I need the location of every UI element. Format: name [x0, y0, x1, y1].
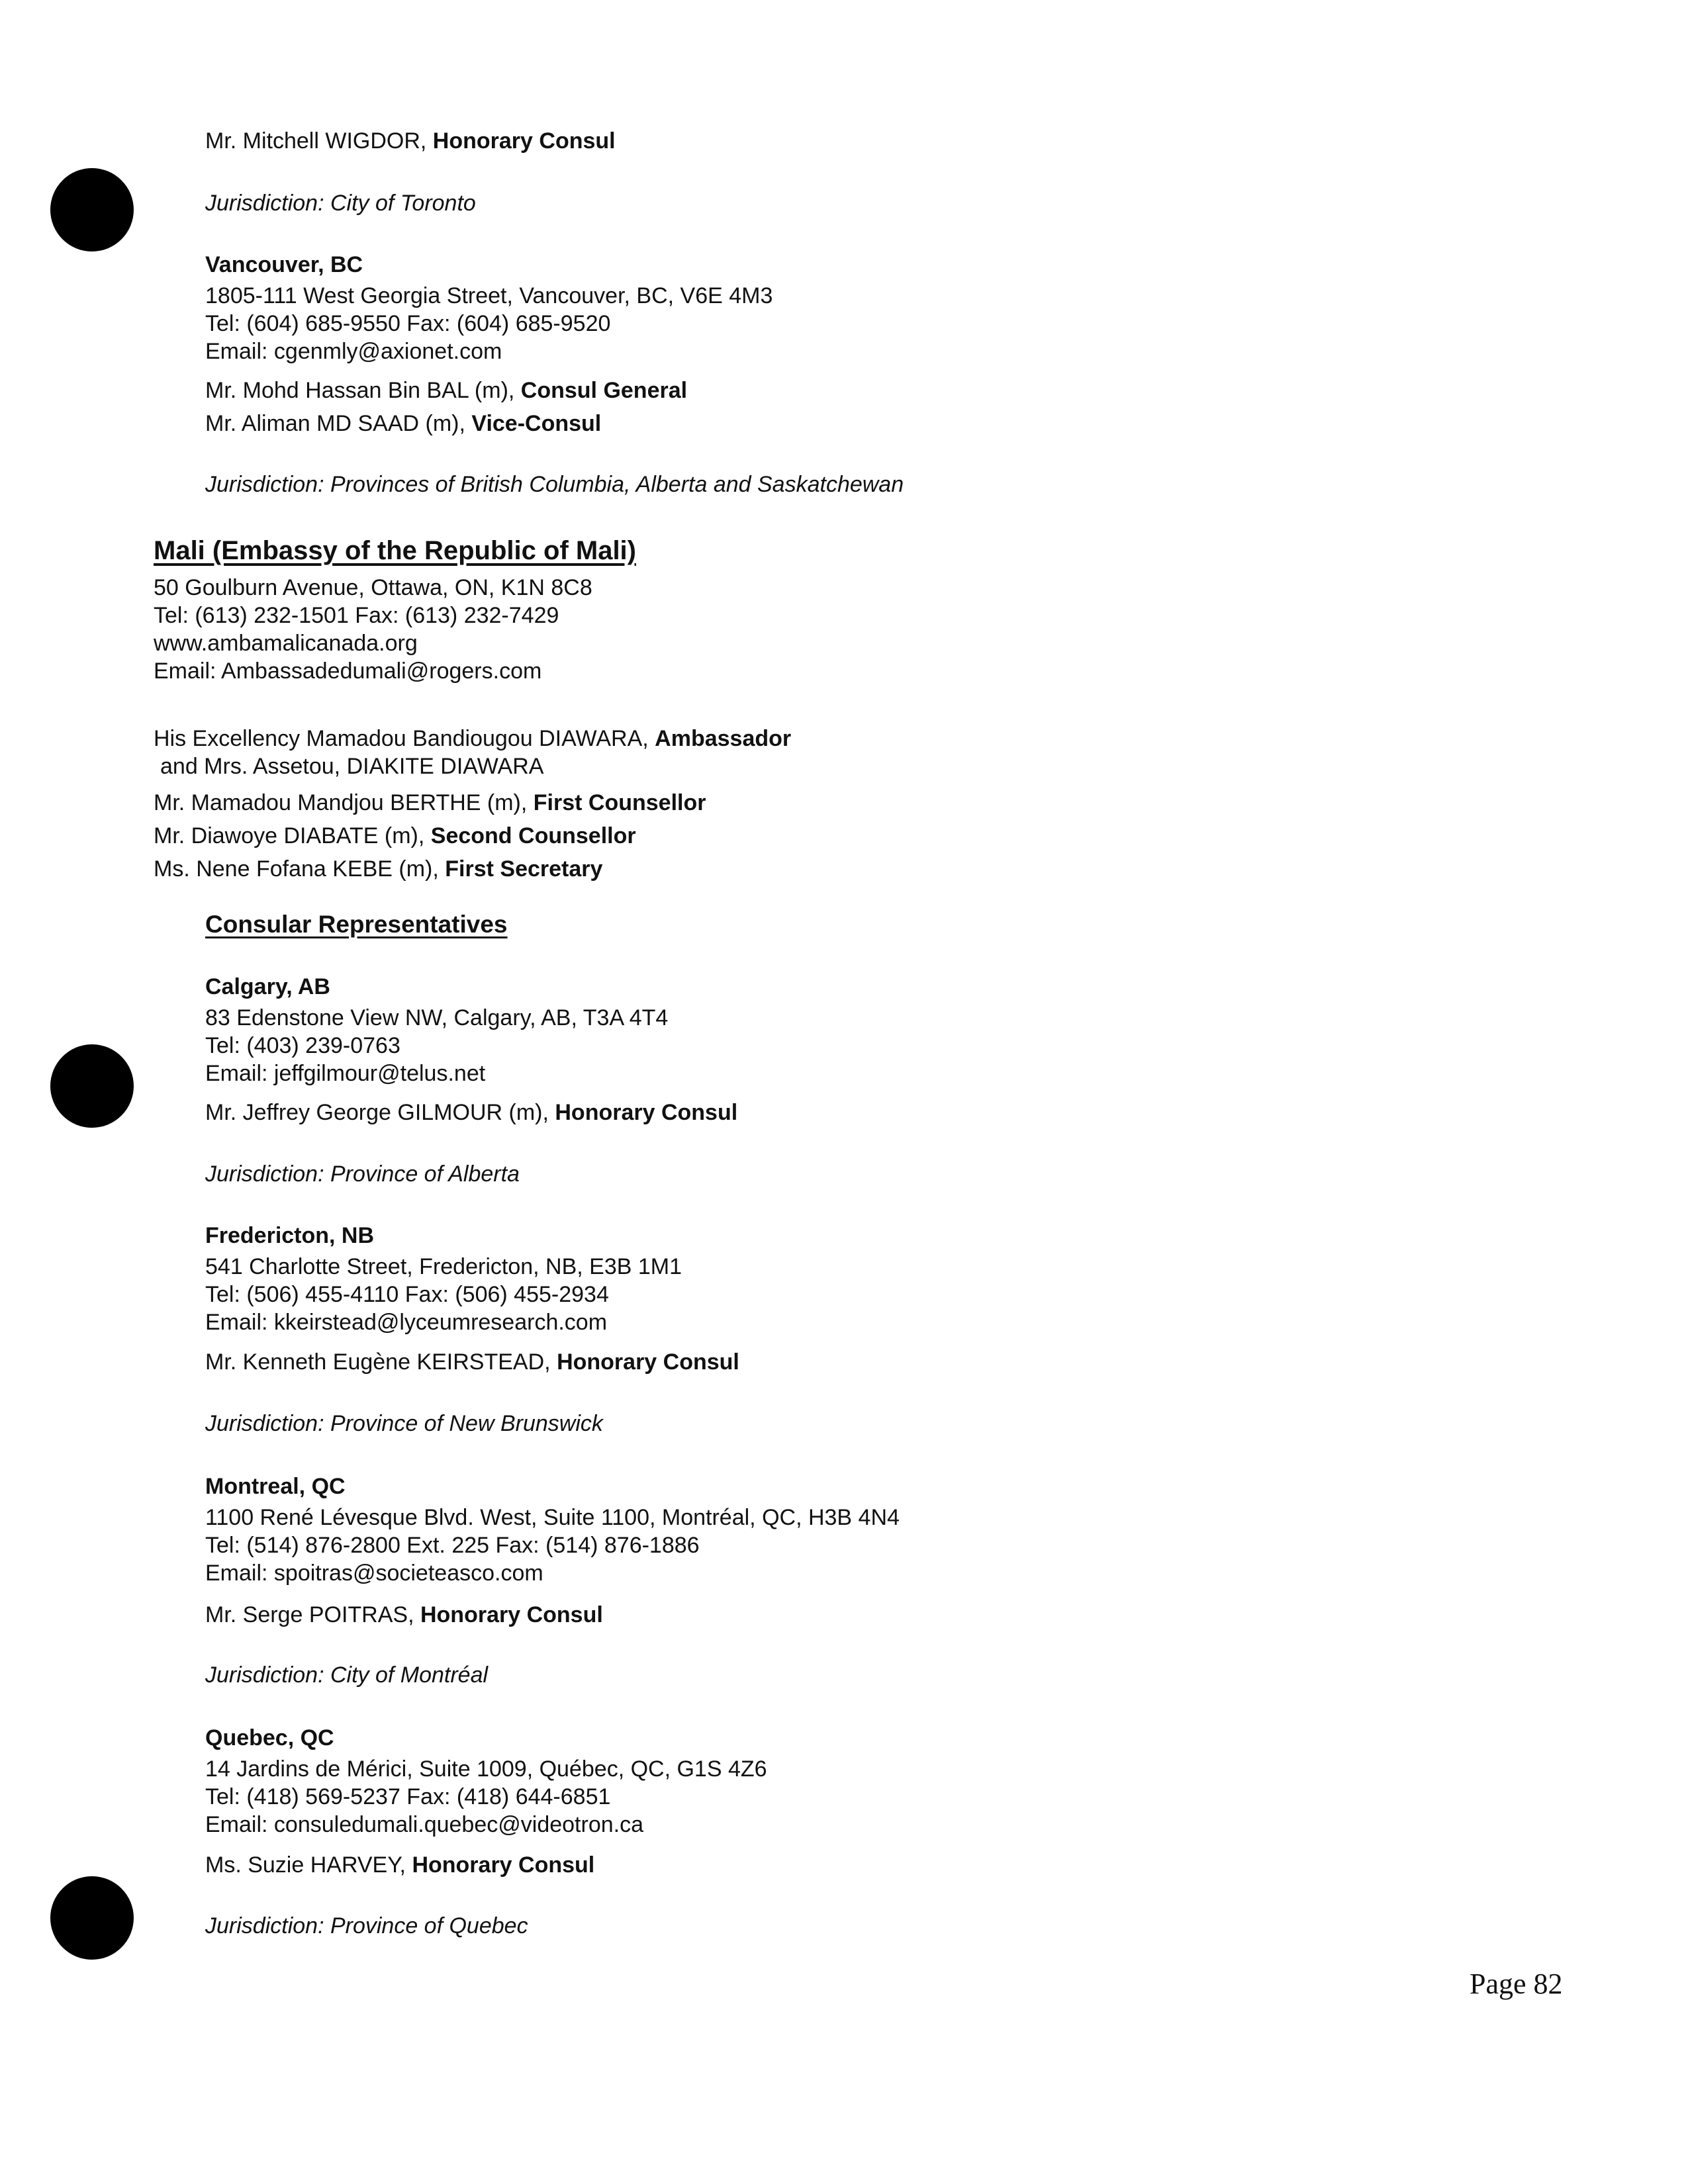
fredericton-phone: Tel: (506) 455-4110 Fax: (506) 455-2934: [205, 1282, 609, 1307]
mali-phone: Tel: (613) 232-1501 Fax: (613) 232-7429: [154, 603, 559, 628]
person-title: Ambassador: [655, 726, 792, 751]
vancouver-heading: Vancouver, BC: [205, 252, 363, 277]
person-title: Consul General: [520, 378, 688, 403]
vancouver-address: 1805-111 West Georgia Street, Vancouver, BC, V6E 4M3: [205, 283, 773, 308]
montreal-jurisdiction: Jurisdiction: City of Montréal: [205, 1662, 489, 1688]
person-name: Mr. Mamadou Mandjou BERTHE (m),: [154, 790, 534, 815]
mali-address: 50 Goulburn Avenue, Ottawa, ON, K1N 8C8: [154, 575, 592, 600]
person-title: Honorary Consul: [557, 1349, 739, 1375]
binder-hole-middle: [50, 1044, 134, 1128]
person-title: Honorary Consul: [555, 1100, 738, 1125]
mali-staff-3: [154, 858, 602, 880]
person-name: His Excellency Mamadou Bandiougou DIAWARA,: [154, 726, 655, 751]
fredericton-person: [205, 1351, 739, 1373]
mali-staff-1: [154, 792, 706, 814]
person-name: Mr. Mohd Hassan Bin BAL (m),: [205, 378, 521, 403]
vancouver-jurisdiction: Jurisdiction: Provinces of British Columbia, Alberta and Saskatchewan: [205, 472, 904, 497]
mali-ambassador-spouse: and Mrs. Assetou, DIAKITE DIAWARA: [160, 754, 544, 779]
person-name: Mr. Diawoye DIABATE (m),: [154, 823, 431, 848]
mali-email: Email: Ambassadedumali@rogers.com: [154, 659, 542, 684]
toronto-jurisdiction: Jurisdiction: City of Toronto: [205, 191, 476, 216]
consular-representatives-heading: Consular Representatives: [205, 911, 508, 938]
quebec-phone: Tel: (418) 569-5237 Fax: (418) 644-6851: [205, 1784, 611, 1809]
montreal-email: Email: spoitras@societeasco.com: [205, 1561, 543, 1586]
person-name: Mr. Kenneth Eugène KEIRSTEAD,: [205, 1349, 557, 1375]
fredericton-email: Email: kkeirstead@lyceumresearch.com: [205, 1310, 608, 1335]
montreal-person: [205, 1604, 603, 1626]
person-title: Honorary Consul: [412, 1852, 595, 1878]
vancouver-person-1: [205, 379, 687, 402]
person-title: Vice-Consul: [471, 411, 602, 436]
quebec-email: Email: consuledumali.quebec@videotron.ca: [205, 1812, 643, 1837]
vancouver-email: Email: cgenmly@axionet.com: [205, 339, 502, 364]
fredericton-heading: Fredericton, NB: [205, 1223, 375, 1248]
calgary-jurisdiction: Jurisdiction: Province of Alberta: [205, 1161, 520, 1187]
person-name: Ms. Nene Fofana KEBE (m),: [154, 856, 445, 882]
calgary-heading: Calgary, AB: [205, 974, 330, 999]
wigdor-line: [205, 130, 616, 152]
binder-hole-bottom: [50, 1876, 134, 1960]
vancouver-person-2: [205, 412, 601, 435]
quebec-heading: Quebec, QC: [205, 1725, 334, 1751]
person-title: First Secretary: [445, 856, 603, 882]
quebec-address: 14 Jardins de Mérici, Suite 1009, Québec, QC, G1S 4Z6: [205, 1756, 767, 1782]
person-title: Honorary Consul: [432, 128, 616, 154]
person-name: Ms. Suzie HARVEY,: [205, 1852, 412, 1878]
page-number: Page 82: [1470, 1968, 1563, 2000]
binder-hole-top: [50, 168, 134, 251]
quebec-jurisdiction: Jurisdiction: Province of Quebec: [205, 1913, 528, 1938]
person-title: Second Counsellor: [430, 823, 636, 848]
mali-website: www.ambamalicanada.org: [154, 631, 418, 656]
person-name: Mr. Mitchell WIGDOR,: [205, 128, 433, 154]
fredericton-jurisdiction: Jurisdiction: Province of New Brunswick: [205, 1411, 603, 1436]
mali-staff-2: [154, 825, 636, 847]
montreal-phone: Tel: (514) 876-2800 Ext. 225 Fax: (514) 876-1886: [205, 1533, 700, 1558]
montreal-heading: Montreal, QC: [205, 1474, 346, 1499]
quebec-person: [205, 1854, 594, 1876]
fredericton-address: 541 Charlotte Street, Fredericton, NB, E3B 1M1: [205, 1254, 682, 1279]
person-title: Honorary Consul: [420, 1602, 603, 1627]
calgary-email: Email: jeffgilmour@telus.net: [205, 1061, 486, 1086]
montreal-address: 1100 René Lévesque Blvd. West, Suite 1100, Montréal, QC, H3B 4N4: [205, 1505, 900, 1530]
mali-embassy-heading: Mali (Embassy of the Republic of Mali): [154, 536, 636, 565]
person-name: Mr. Serge POITRAS,: [205, 1602, 420, 1627]
calgary-phone: Tel: (403) 239-0763: [205, 1033, 400, 1058]
person-name: Mr. Aliman MD SAAD (m),: [205, 411, 472, 436]
calgary-person: [205, 1101, 737, 1124]
person-name: Mr. Jeffrey George GILMOUR (m),: [205, 1100, 555, 1125]
calgary-address: 83 Edenstone View NW, Calgary, AB, T3A 4T4: [205, 1005, 669, 1030]
vancouver-phone: Tel: (604) 685-9550 Fax: (604) 685-9520: [205, 311, 611, 336]
person-title: First Counsellor: [533, 790, 706, 815]
mali-ambassador: [154, 727, 791, 750]
